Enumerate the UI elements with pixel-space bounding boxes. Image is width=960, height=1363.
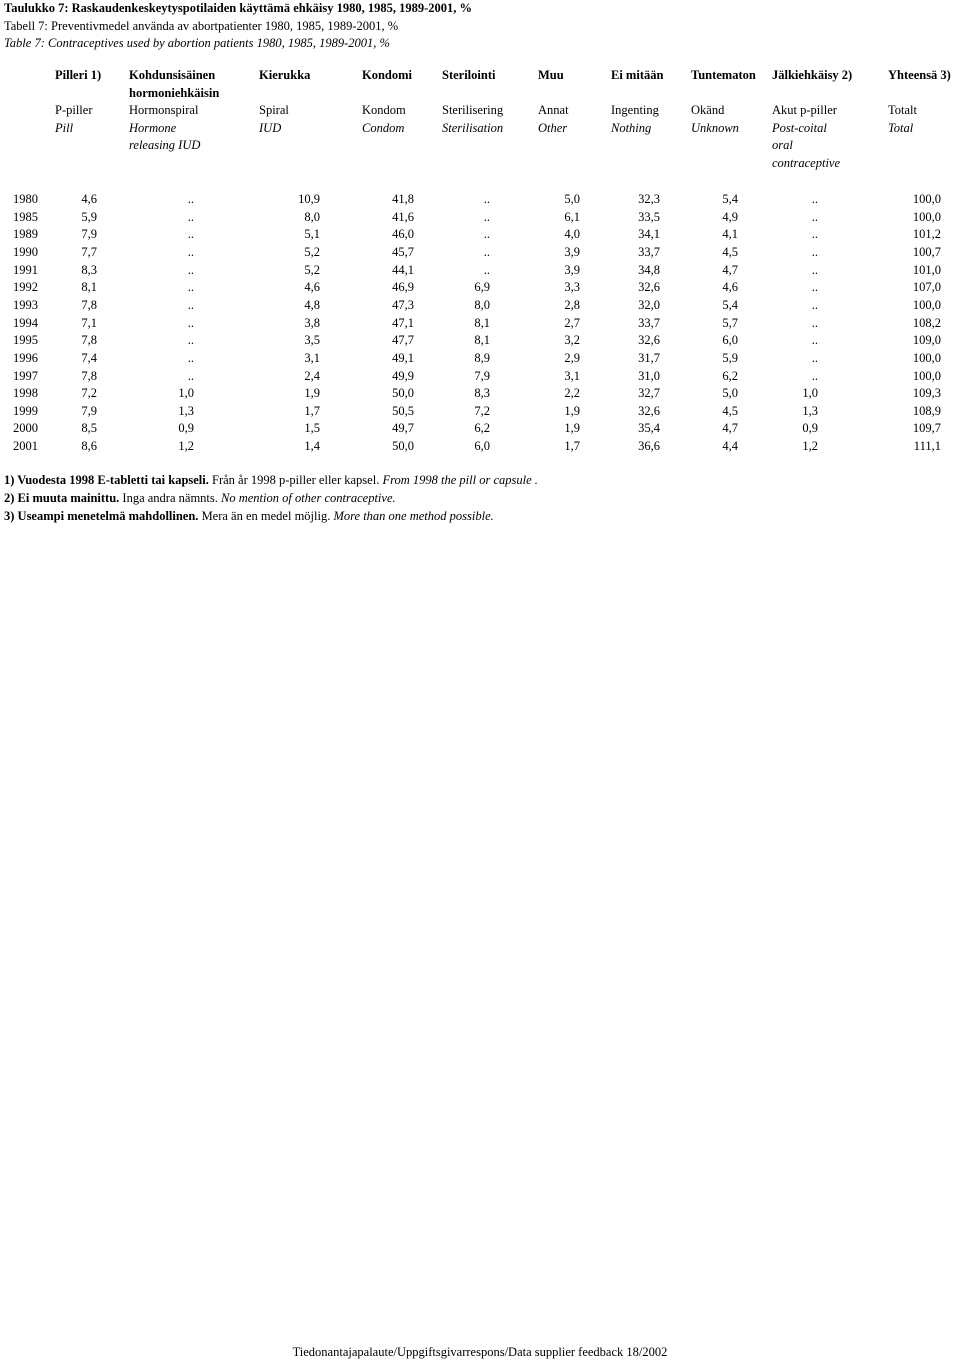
value-cell: 5,1 [304, 227, 320, 242]
value-cell: 47,7 [392, 333, 414, 348]
value-cell: 1,9 [564, 421, 580, 436]
column-header-swedish: Spiral [259, 103, 289, 117]
table-titles [4, 0, 472, 53]
value-cell: 33,7 [638, 244, 660, 259]
column-header [772, 67, 852, 172]
value-cell: 32,6 [638, 280, 660, 295]
table-row [0, 191, 960, 209]
value-cell: 100,0 [912, 368, 941, 383]
year-cell: 1994 [13, 315, 38, 330]
column-header-finnish-line2 [55, 85, 101, 103]
year-cell: 1985 [13, 209, 38, 224]
column-header-finnish: Kierukka [259, 68, 311, 82]
value-cell: 3,5 [304, 333, 320, 348]
column-header-swedish: Hormonspiral [129, 103, 199, 117]
value-cell: 5,7 [722, 315, 738, 330]
year-cell: 1998 [13, 386, 38, 401]
value-cell: 4,7 [722, 421, 738, 436]
value-cell: 109,3 [912, 386, 941, 401]
value-cell: 5,4 [722, 297, 738, 312]
value-cell: .. [811, 350, 818, 365]
value-cell: 5,9 [722, 350, 738, 365]
column-header [538, 67, 569, 137]
column-header [611, 67, 663, 137]
value-cell: 7,2 [474, 403, 490, 418]
column-header-finnish: Kohdunsisäinen [129, 68, 216, 82]
column-header-swedish: Sterilisering [442, 103, 504, 117]
value-cell: .. [187, 315, 194, 330]
value-cell: 36,6 [638, 439, 660, 454]
value-cell: 0,9 [178, 421, 194, 436]
value-cell: 111,1 [913, 439, 941, 454]
column-header-english: Nothing [611, 120, 652, 135]
table-row [0, 279, 960, 297]
column-header-finnish: Tuntematon [691, 68, 756, 82]
value-cell: 41,6 [392, 209, 414, 224]
value-cell: 2,9 [564, 350, 580, 365]
value-cell: 2,4 [304, 368, 320, 383]
value-cell: 7,4 [81, 350, 97, 365]
column-header-swedish: P-piller [55, 103, 93, 117]
value-cell: 6,9 [474, 280, 490, 295]
value-cell: 1,3 [178, 403, 194, 418]
value-cell: 3,1 [304, 350, 320, 365]
value-cell: .. [811, 280, 818, 295]
column-header [362, 67, 412, 137]
value-cell: 7,2 [81, 386, 97, 401]
footnote-2 [4, 490, 538, 508]
table-row [0, 226, 960, 244]
value-cell: 101,0 [912, 262, 941, 277]
value-cell: 6,0 [474, 439, 490, 454]
column-header-english: Sterilisation [442, 120, 504, 135]
footnote-1 [4, 472, 538, 490]
value-cell: 6,0 [722, 333, 738, 348]
column-header [888, 67, 951, 137]
footnote-3-en: More than one method possible. [330, 508, 494, 523]
value-cell: 4,5 [722, 244, 738, 259]
title-swedish: Tabell 7: Preventivmedel använda av abortpatienter 1980, 1985, 1989-2001, % [4, 18, 399, 33]
value-cell: 6,2 [474, 421, 490, 436]
value-cell: 3,2 [564, 333, 580, 348]
title-english: Table 7: Contraceptives used by abortion patients 1980, 1985, 1989-2001, % [4, 36, 390, 50]
column-header-english: Other [538, 120, 568, 135]
value-cell: 4,9 [722, 209, 738, 224]
column-header-finnish-line2 [259, 85, 310, 103]
value-cell: 7,7 [81, 244, 97, 259]
column-header-swedish: Kondom [362, 103, 406, 117]
value-cell: 100,7 [912, 244, 941, 259]
value-cell: 7,8 [81, 297, 97, 312]
value-cell: 101,2 [912, 227, 941, 242]
value-cell: 1,0 [178, 386, 194, 401]
value-cell: .. [187, 280, 194, 295]
value-cell: .. [187, 333, 194, 348]
value-cell: 100,0 [912, 192, 941, 206]
value-cell: 49,9 [392, 368, 414, 383]
value-cell: .. [187, 350, 194, 365]
table-row [0, 350, 960, 368]
column-header-finnish-line2 [772, 85, 852, 103]
column-header [691, 67, 756, 137]
value-cell: 32,0 [638, 297, 660, 312]
value-cell: 107,0 [912, 280, 941, 295]
table-row [0, 315, 960, 333]
value-cell: 5,4 [722, 192, 738, 206]
column-header-finnish-line2 [538, 85, 569, 103]
value-cell: 41,8 [392, 192, 414, 206]
value-cell: .. [187, 297, 194, 312]
year-cell: 2000 [13, 421, 38, 436]
page-footer: Tiedonantajapalaute/Uppgiftsgivarrespons/Data supplier feedback 18/2002 [292, 1345, 668, 1359]
value-cell: 3,3 [564, 280, 580, 295]
table-row [0, 368, 960, 386]
column-header-english: Hormone [129, 120, 177, 135]
value-cell: 5,0 [564, 192, 580, 206]
column-header-finnish-line2 [888, 85, 951, 103]
value-cell: 34,8 [638, 262, 660, 277]
value-cell: 47,3 [392, 297, 414, 312]
year-cell: 2001 [13, 439, 38, 454]
value-cell: 4,5 [722, 403, 738, 418]
value-cell: 3,1 [564, 368, 580, 383]
table-row [0, 420, 960, 438]
value-cell: 7,9 [81, 227, 97, 242]
column-header-swedish: Totalt [888, 103, 917, 117]
value-cell: .. [811, 227, 818, 242]
value-cell: .. [187, 209, 194, 224]
value-cell: 3,9 [564, 262, 580, 277]
value-cell: 8,0 [474, 297, 490, 312]
column-header-finnish-line2 [611, 85, 663, 103]
value-cell: 1,9 [564, 403, 580, 418]
value-cell: 109,0 [912, 333, 941, 348]
value-cell: 4,8 [304, 297, 320, 312]
title-finnish: Taulukko 7: Raskaudenkeskeytyspotilaiden käyttämä ehkäisy 1980, 1985, 1989-2001, % [4, 1, 473, 15]
column-header-swedish: Ingenting [611, 103, 659, 117]
column-header-english: Condom [362, 120, 405, 135]
value-cell: .. [483, 209, 490, 224]
value-cell: 33,5 [638, 209, 660, 224]
value-cell: 2,2 [564, 386, 580, 401]
value-cell: .. [811, 262, 818, 277]
column-header [55, 67, 101, 137]
value-cell: 7,8 [81, 333, 97, 348]
value-cell: .. [811, 244, 818, 259]
value-cell: 33,7 [638, 315, 660, 330]
column-header-finnish: Pilleri 1) [55, 68, 102, 82]
year-cell: 1992 [13, 280, 38, 295]
value-cell: 5,2 [304, 244, 320, 259]
value-cell: 109,7 [912, 421, 941, 436]
table-row [0, 297, 960, 315]
year-cell: 1996 [13, 350, 38, 365]
value-cell: .. [483, 262, 490, 277]
year-cell: 1980 [13, 192, 38, 206]
value-cell: 45,7 [392, 244, 414, 259]
value-cell: 5,9 [81, 209, 97, 224]
value-cell: 3,8 [304, 315, 320, 330]
column-header [442, 67, 503, 137]
value-cell: .. [811, 209, 818, 224]
column-header-english: Pill [55, 120, 74, 135]
column-header-swedish: Annat [538, 103, 569, 117]
value-cell: 31,7 [638, 350, 660, 365]
value-cell: 3,9 [564, 244, 580, 259]
column-header-finnish-line2 [691, 85, 756, 103]
value-cell: .. [187, 192, 194, 206]
value-cell: 32,7 [638, 386, 660, 401]
column-header-english: Post-coital [772, 120, 827, 135]
value-cell: .. [187, 244, 194, 259]
table-row [0, 403, 960, 421]
value-cell: 34,1 [638, 227, 660, 242]
value-cell: 8,9 [474, 350, 490, 365]
column-header-swedish: Akut p-piller [772, 103, 837, 117]
value-cell: 8,6 [81, 439, 97, 454]
value-cell: .. [483, 244, 490, 259]
value-cell: 1,2 [178, 439, 194, 454]
column-header-finnish: Kondomi [362, 68, 413, 82]
column-header [259, 67, 310, 137]
value-cell: 4,7 [722, 262, 738, 277]
value-cell: .. [811, 315, 818, 330]
value-cell: 1,9 [304, 386, 320, 401]
column-header-finnish-line2: hormoniehkäisin [129, 85, 220, 100]
table-row [0, 332, 960, 350]
footnote-1-en: From 1998 the pill or capsule . [379, 473, 538, 487]
value-cell: 46,0 [392, 227, 414, 242]
column-header-english: releasing IUD [129, 138, 201, 152]
table-row [0, 244, 960, 262]
value-cell: 108,9 [912, 403, 941, 418]
footnote-1-sv: Från år 1998 p-piller eller kapsel. [208, 473, 380, 487]
value-cell: 32,6 [638, 403, 660, 418]
value-cell: 100,0 [912, 209, 941, 224]
value-cell: 49,1 [392, 350, 414, 365]
value-cell: 35,4 [638, 421, 660, 436]
value-cell: 7,1 [81, 315, 97, 330]
value-cell: 46,9 [392, 280, 414, 295]
year-cell: 1989 [13, 227, 38, 242]
value-cell: 47,1 [392, 315, 414, 330]
year-cell: 1997 [13, 368, 38, 383]
column-header-english: contraceptive [772, 155, 841, 170]
table-row [0, 385, 960, 403]
value-cell: 4,4 [722, 439, 738, 454]
footnote-2-sv: Inga andra nämnts. [119, 490, 218, 505]
value-cell: 8,3 [81, 262, 97, 277]
value-cell: 4,0 [564, 227, 580, 242]
column-header-english: IUD [259, 120, 282, 135]
year-cell: 1993 [13, 297, 38, 312]
value-cell: 8,1 [474, 333, 490, 348]
value-cell: 7,9 [474, 368, 490, 383]
value-cell: .. [811, 368, 818, 383]
footnote-3-fi: 3) Useampi menetelmä mahdollinen. [4, 508, 199, 523]
table-row [0, 438, 960, 456]
value-cell: 1,3 [802, 403, 818, 418]
value-cell: 31,0 [638, 368, 660, 383]
value-cell: 100,0 [912, 297, 941, 312]
column-header-finnish: Ei mitään [611, 68, 664, 82]
value-cell: 5,2 [304, 262, 320, 277]
year-cell: 1990 [13, 244, 38, 259]
value-cell: 2,7 [564, 315, 580, 330]
footnote-2-fi: 2) Ei muuta mainittu. [4, 490, 120, 505]
footnote-2-en: No mention of other contraceptive. [217, 490, 396, 505]
value-cell: 8,1 [474, 315, 490, 330]
column-header [129, 67, 219, 155]
value-cell: 6,2 [722, 368, 738, 383]
value-cell: 6,1 [564, 209, 580, 224]
column-header-finnish-line2 [362, 85, 412, 103]
column-header-english: oral [772, 138, 793, 152]
value-cell: .. [187, 262, 194, 277]
table-row [0, 209, 960, 227]
value-cell: 8,0 [304, 209, 320, 224]
value-cell: 4,1 [722, 227, 738, 242]
value-cell: 2,8 [564, 297, 580, 312]
year-cell: 1995 [13, 333, 38, 348]
value-cell: 1,7 [564, 439, 580, 454]
value-cell: 8,5 [81, 421, 97, 436]
value-cell: 49,7 [392, 421, 414, 436]
table-row [0, 262, 960, 280]
year-cell: 1999 [13, 403, 38, 418]
value-cell: .. [187, 368, 194, 383]
value-cell: 5,0 [722, 386, 738, 401]
value-cell: 100,0 [912, 350, 941, 365]
column-header-swedish: Okänd [691, 103, 725, 117]
value-cell: 1,2 [802, 439, 818, 454]
column-header-finnish-line2 [442, 85, 503, 103]
footnotes [4, 472, 538, 525]
value-cell: 32,3 [638, 192, 660, 206]
value-cell: 8,3 [474, 386, 490, 401]
value-cell: .. [483, 227, 490, 242]
value-cell: 7,8 [81, 368, 97, 383]
value-cell: 50,0 [392, 386, 414, 401]
value-cell: 1,7 [304, 403, 320, 418]
value-cell: .. [811, 192, 818, 206]
value-cell: 0,9 [802, 421, 818, 436]
value-cell: 1,4 [304, 439, 320, 454]
column-header-finnish: Sterilointi [442, 68, 496, 82]
year-cell: 1991 [13, 262, 38, 277]
column-header-english: Total [888, 120, 914, 135]
footnote-3 [4, 508, 538, 526]
column-header-finnish: Muu [538, 68, 564, 82]
value-cell: 50,5 [392, 403, 414, 418]
value-cell: 1,5 [304, 421, 320, 436]
value-cell: 4,6 [304, 280, 320, 295]
value-cell: 32,6 [638, 333, 660, 348]
column-header-english: Unknown [691, 120, 739, 135]
column-header-finnish: Yhteensä 3) [888, 68, 951, 82]
value-cell: 44,1 [392, 262, 414, 277]
footnote-3-sv: Mera än en medel möjlig. [198, 508, 331, 523]
value-cell: 4,6 [722, 280, 738, 295]
column-header-finnish: Jälkiehkäisy 2) [772, 68, 853, 82]
value-cell: .. [811, 297, 818, 312]
value-cell: 108,2 [912, 315, 941, 330]
value-cell: 50,0 [392, 439, 414, 454]
value-cell: 1,0 [802, 386, 818, 401]
value-cell: 7,9 [81, 403, 97, 418]
value-cell: .. [187, 227, 194, 242]
value-cell: 8,1 [81, 280, 97, 295]
value-cell: .. [811, 333, 818, 348]
value-cell: .. [483, 192, 490, 206]
value-cell: 10,9 [298, 192, 320, 206]
value-cell: 4,6 [81, 192, 97, 206]
footnote-1-fi: 1) Vuodesta 1998 E-tabletti tai kapseli. [4, 473, 209, 487]
